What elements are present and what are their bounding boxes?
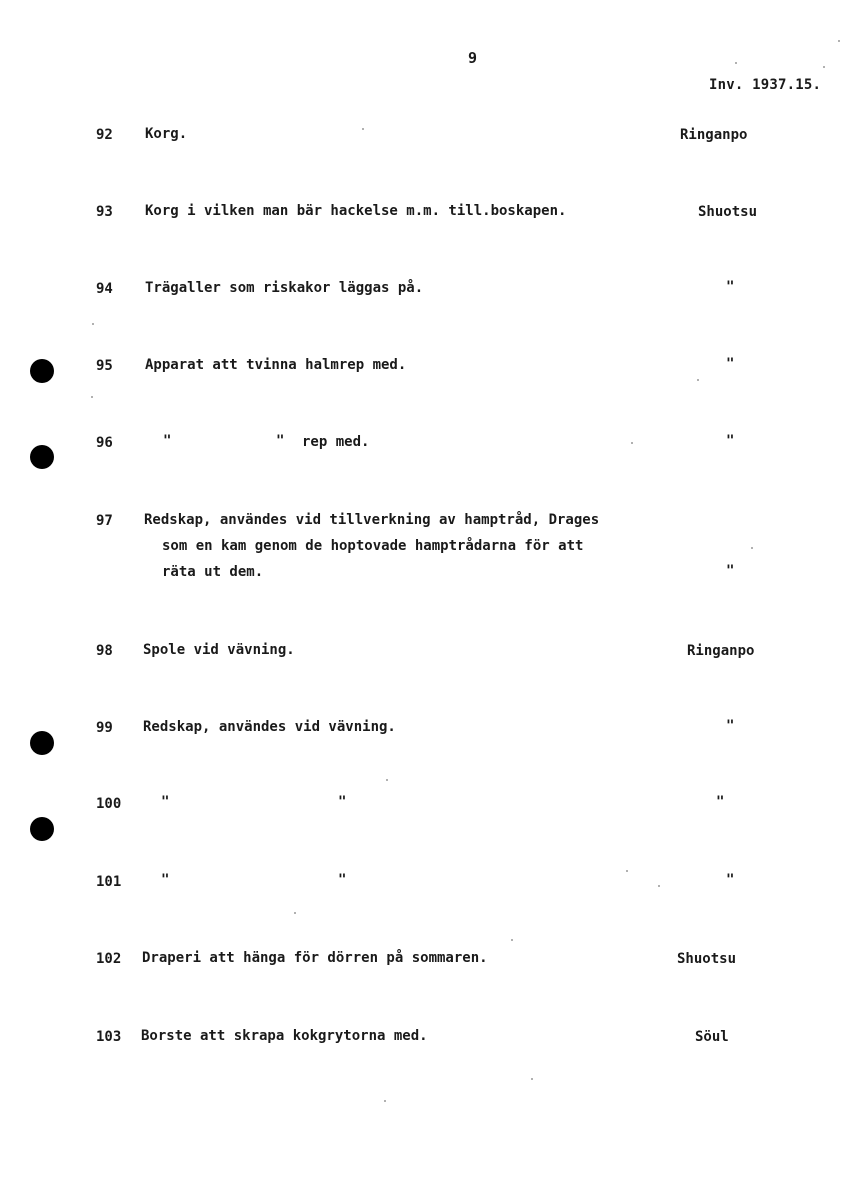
ditto-mark: " bbox=[161, 794, 170, 810]
inventory-reference: Inv. 1937.15. bbox=[709, 77, 822, 93]
scan-speck bbox=[838, 40, 840, 42]
scan-speck bbox=[531, 1078, 533, 1080]
punch-hole bbox=[30, 731, 54, 755]
item-place: Shuotsu bbox=[677, 951, 737, 967]
item-place: Shuotsu bbox=[698, 204, 758, 220]
scan-speck bbox=[735, 62, 737, 64]
item-number: 98 bbox=[96, 643, 113, 659]
punch-hole bbox=[30, 817, 54, 841]
ditto-mark: " bbox=[338, 872, 347, 888]
punch-hole bbox=[30, 445, 54, 469]
item-description: Apparat att tvinna halmrep med. bbox=[145, 357, 407, 373]
ditto-mark: " bbox=[161, 872, 170, 888]
item-place: " bbox=[726, 872, 735, 888]
scan-speck bbox=[91, 396, 93, 398]
item-number: 92 bbox=[96, 127, 113, 143]
item-place: " bbox=[726, 433, 735, 449]
item-description: rep med. bbox=[302, 434, 370, 450]
item-place: " bbox=[716, 794, 725, 810]
item-description-line: Redskap, användes vid tillverkning av hamptråd, Drages bbox=[144, 512, 600, 528]
item-description: Korg i vilken man bär hackelse m.m. till.boskapen. bbox=[145, 203, 567, 219]
item-number: 100 bbox=[96, 796, 122, 812]
item-description-line: räta ut dem. bbox=[162, 564, 264, 580]
item-description: Redskap, användes vid vävning. bbox=[143, 719, 396, 735]
item-number: 103 bbox=[96, 1029, 122, 1045]
item-place: " bbox=[726, 563, 735, 579]
item-number: 93 bbox=[96, 204, 113, 220]
punch-hole bbox=[30, 359, 54, 383]
item-description-line: som en kam genom de hoptovade hamptrådarna för att bbox=[162, 538, 584, 554]
item-description bbox=[144, 507, 599, 585]
item-place: " bbox=[726, 279, 735, 295]
scan-speck bbox=[751, 547, 753, 549]
item-description: Korg. bbox=[145, 126, 188, 142]
scan-speck bbox=[92, 323, 94, 325]
item-number: 97 bbox=[96, 513, 113, 529]
scan-speck bbox=[626, 870, 628, 872]
ditto-mark: " bbox=[276, 433, 285, 449]
scan-speck bbox=[697, 379, 699, 381]
scan-speck bbox=[631, 442, 633, 444]
scan-speck bbox=[658, 885, 660, 887]
item-place: Ringanpo bbox=[687, 643, 755, 659]
item-number: 96 bbox=[96, 435, 113, 451]
item-place: " bbox=[726, 718, 735, 734]
item-place: " bbox=[726, 356, 735, 372]
item-number: 94 bbox=[96, 281, 113, 297]
item-number: 102 bbox=[96, 951, 122, 967]
ditto-mark: " bbox=[338, 794, 347, 810]
item-number: 101 bbox=[96, 874, 122, 890]
ditto-mark: " bbox=[163, 433, 172, 449]
scan-speck bbox=[386, 779, 388, 781]
item-place: Söul bbox=[695, 1029, 729, 1045]
item-number: 99 bbox=[96, 720, 113, 736]
item-description: Spole vid vävning. bbox=[143, 642, 295, 658]
item-description: Trägaller som riskakor läggas på. bbox=[145, 280, 424, 296]
item-number: 95 bbox=[96, 358, 113, 374]
scan-speck bbox=[823, 66, 825, 68]
scan-speck bbox=[362, 128, 364, 130]
page-number: 9 bbox=[468, 49, 478, 67]
scan-speck bbox=[294, 912, 296, 914]
item-description: Borste att skrapa kokgrytorna med. bbox=[141, 1028, 428, 1044]
scan-speck bbox=[511, 939, 513, 941]
scan-speck bbox=[384, 1100, 386, 1102]
item-place: Ringanpo bbox=[680, 127, 748, 143]
item-description: Draperi att hänga för dörren på sommaren. bbox=[142, 950, 488, 966]
